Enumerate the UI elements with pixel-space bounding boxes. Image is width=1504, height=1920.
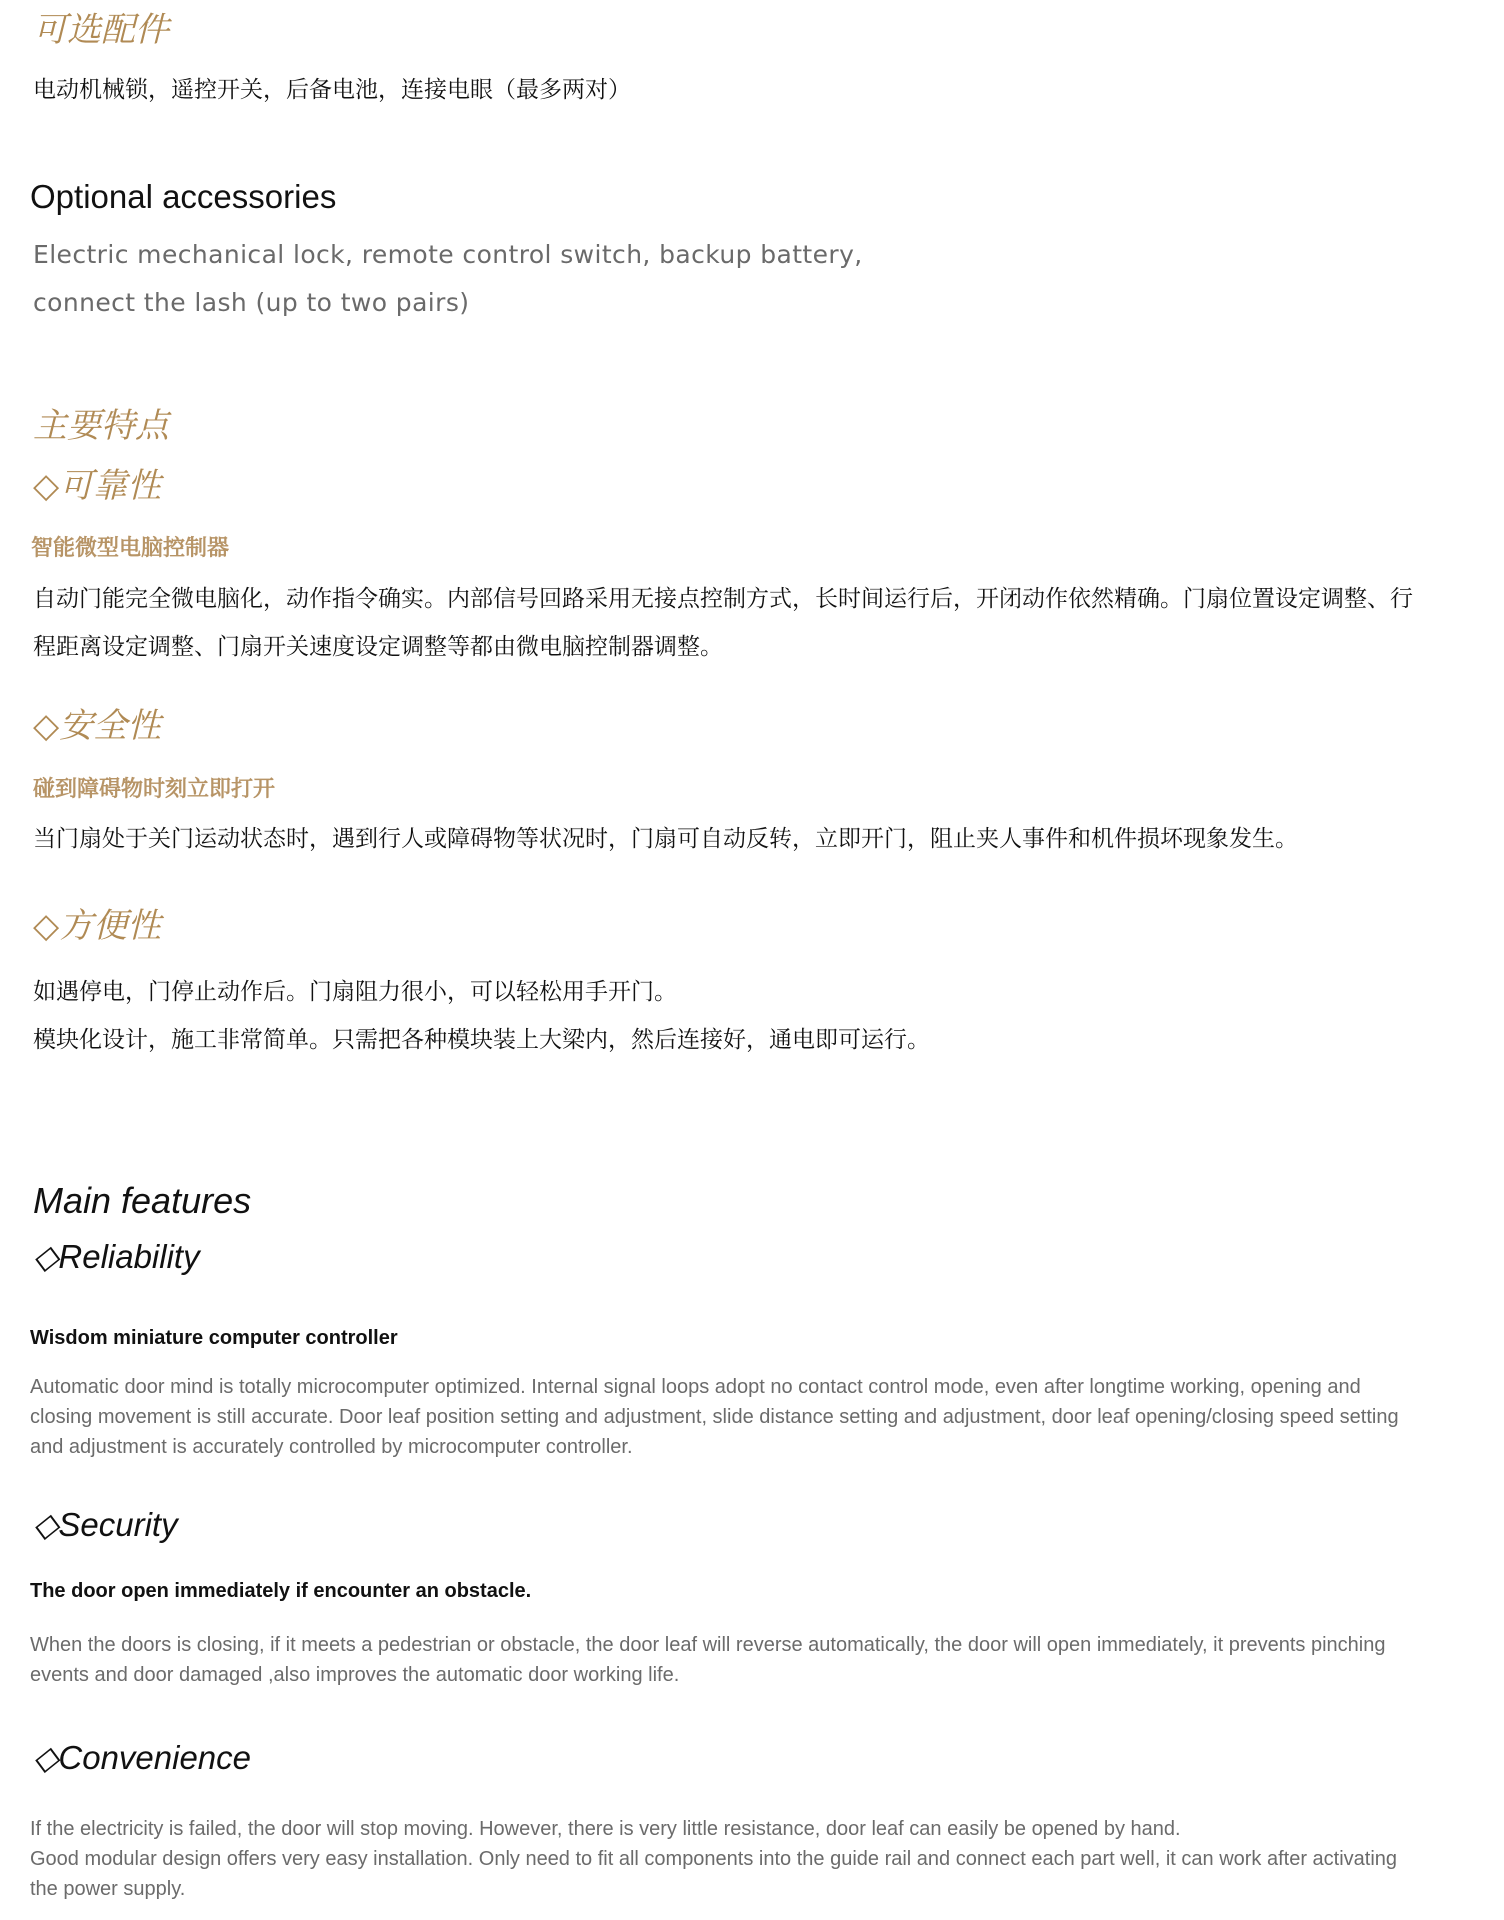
cn-convenience-line1: 如遇停电，门停止动作后。门扇阻力很小，可以轻松用手开门。 <box>33 979 677 1005</box>
cn-reliability-subtitle: 智能微型电脑控制器 <box>31 536 230 561</box>
cn-reliability-title: ◇可靠性 <box>33 466 162 506</box>
en-security-title: ◇Security <box>33 1506 178 1543</box>
cn-security-subtitle: 碰到障碍物时刻立即打开 <box>33 777 276 802</box>
cn-reliability-line1: 自动门能完全微电脑化，动作指令确实。内部信号回路采用无接点控制方式，长时间运行后，开闭动作依然精确。门扇位置设定调整、行 <box>33 586 1413 612</box>
en-features-title: Main features <box>33 1180 252 1221</box>
en-convenience-line2: Good modular design offers very easy installation. Only need to fit all components into the guide rail and connect each part well, it can work after activating <box>30 1848 1398 1870</box>
en-reliability-line3: and adjustment is accurately controlled by microcomputer controller. <box>30 1436 633 1458</box>
en-security-line1: When the doors is closing, if it meets a pedestrian or obstacle, the door leaf will reverse automatically, the door will open immediately, it prevents pinching <box>30 1634 1386 1656</box>
cn-features-title: 主要特点 <box>33 406 169 446</box>
en-accessories-line2: connect the lash (up to two pairs) <box>33 288 470 317</box>
en-reliability-title: ◇Reliability <box>33 1238 200 1275</box>
en-accessories-title: Optional accessories <box>30 178 337 215</box>
en-accessories-line1: Electric mechanical lock, remote control switch, backup battery, <box>33 240 863 269</box>
cn-security-line1: 当门扇处于关门运动状态时，遇到行人或障碍物等状况时，门扇可自动反转，立即开门，阻止夹人事件和机件损坏现象发生。 <box>33 826 1298 852</box>
cn-accessories-body: 电动机械锁，遥控开关，后备电池，连接电眼（最多两对） <box>33 77 631 103</box>
en-reliability-line2: closing movement is still accurate. Door leaf position setting and adjustment, slide distance setting and adjustment, door leaf opening/closing speed setting <box>30 1406 1399 1428</box>
en-reliability-line1: Automatic door mind is totally microcomputer optimized. Internal signal loops adopt no contact control mode, even after longtime working, opening and <box>30 1376 1361 1398</box>
cn-convenience-line2: 模块化设计，施工非常简单。只需把各种模块装上大梁内，然后连接好，通电即可运行。 <box>33 1027 930 1053</box>
cn-security-title: ◇安全性 <box>33 706 162 746</box>
en-convenience-line3: the power supply. <box>30 1878 186 1900</box>
en-security-subtitle: The door open immediately if encounter an obstacle. <box>30 1580 532 1602</box>
cn-reliability-line2: 程距离设定调整、门扇开关速度设定调整等都由微电脑控制器调整。 <box>33 634 723 660</box>
en-reliability-subtitle: Wisdom miniature computer controller <box>30 1327 398 1349</box>
cn-convenience-title: ◇方便性 <box>33 906 162 946</box>
en-convenience-title: ◇Convenience <box>33 1739 252 1776</box>
en-security-line2: events and door damaged ,also improves the automatic door working life. <box>30 1664 680 1686</box>
cn-accessories-title: 可选配件 <box>33 10 169 50</box>
en-convenience-line1: If the electricity is failed, the door will stop moving. However, there is very little resistance, door leaf can easily be opened by hand. <box>30 1818 1181 1840</box>
